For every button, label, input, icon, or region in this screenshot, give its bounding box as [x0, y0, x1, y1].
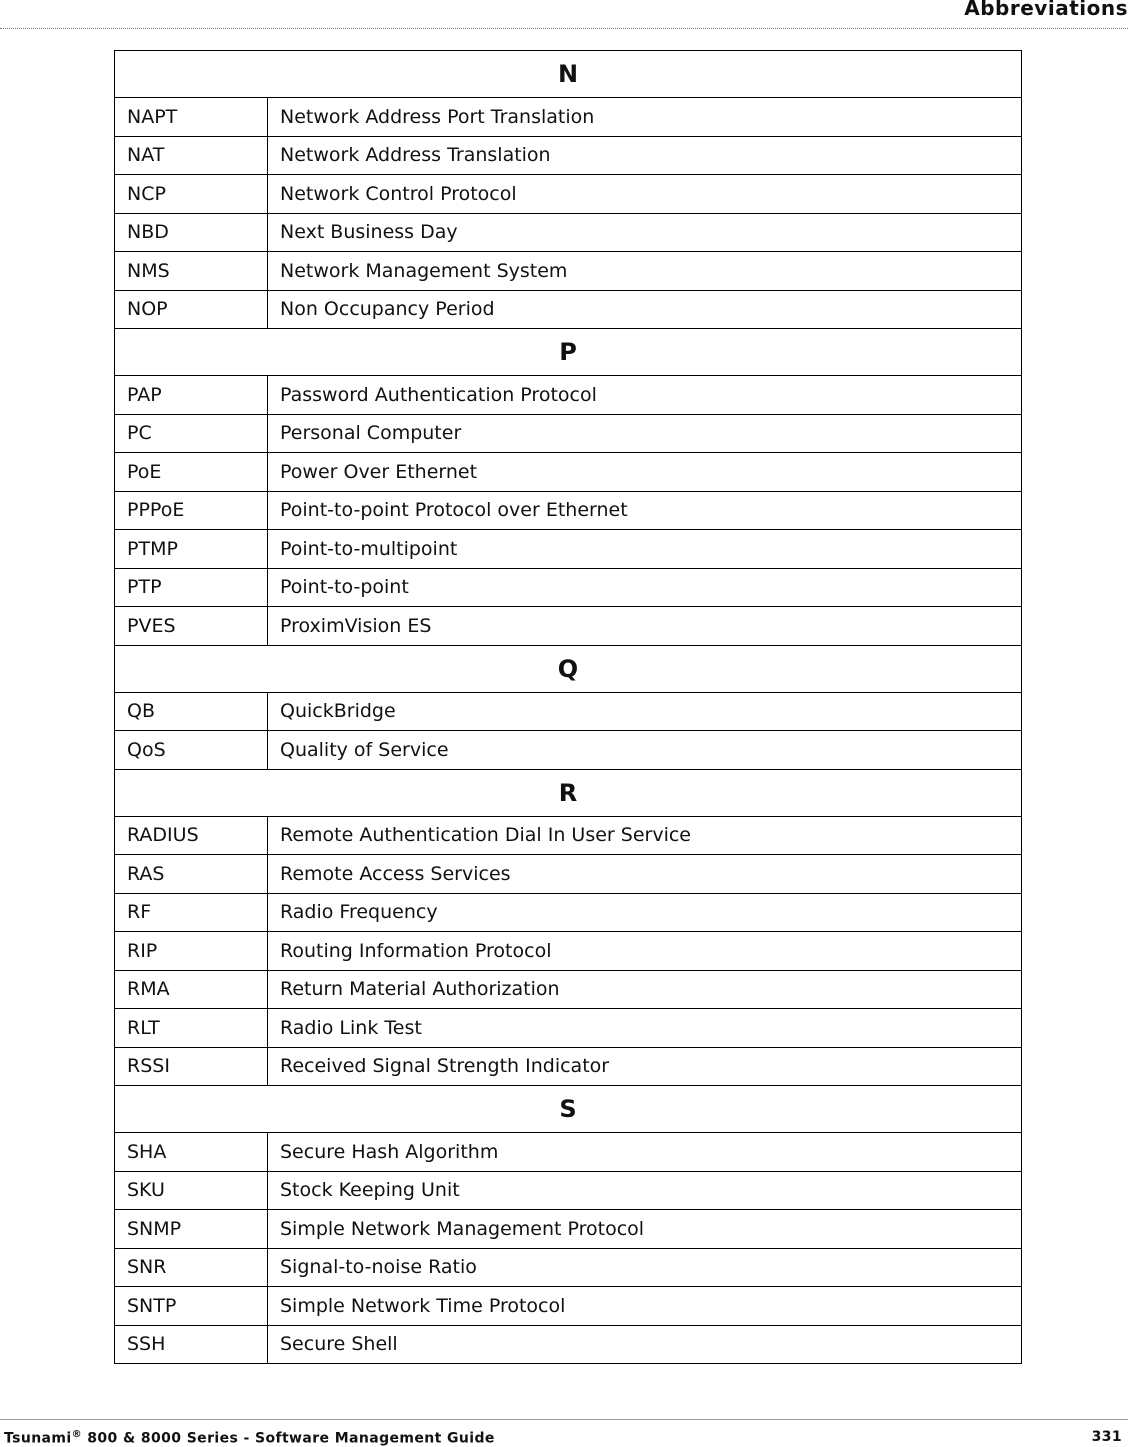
definition-cell: Non Occupancy Period — [268, 290, 1022, 329]
abbreviation-cell: RAS — [115, 855, 268, 894]
abbreviation-cell: RF — [115, 893, 268, 932]
table-row — [115, 1171, 1022, 1210]
abbreviation-cell: RLT — [115, 1009, 268, 1048]
definition-cell: QuickBridge — [268, 692, 1022, 731]
definition-cell: Password Authentication Protocol — [268, 376, 1022, 415]
table-row — [115, 893, 1022, 932]
table-row — [115, 1325, 1022, 1364]
definition-cell: Next Business Day — [268, 213, 1022, 252]
definition-cell: Personal Computer — [268, 414, 1022, 453]
abbreviation-cell: SNTP — [115, 1287, 268, 1326]
abbreviation-cell: NBD — [115, 213, 268, 252]
section-letter: S — [115, 1086, 1022, 1133]
definition-cell: ProximVision ES — [268, 607, 1022, 646]
page-number: 331 — [1091, 1429, 1122, 1445]
section-header-row — [115, 1086, 1022, 1133]
abbreviation-cell: PC — [115, 414, 268, 453]
abbreviation-cell: RSSI — [115, 1047, 268, 1086]
section-header-row — [115, 51, 1022, 98]
footer-product: Tsunami — [4, 1430, 72, 1447]
abbreviation-cell: QB — [115, 692, 268, 731]
definition-cell: Radio Link Test — [268, 1009, 1022, 1048]
abbreviation-cell: NAPT — [115, 98, 268, 137]
footer-subtitle: 800 & 8000 Series - Software Management Guide — [82, 1430, 495, 1447]
table-row — [115, 1287, 1022, 1326]
table-row — [115, 530, 1022, 569]
abbreviation-cell: SNR — [115, 1248, 268, 1287]
table-row — [115, 453, 1022, 492]
definition-cell: Simple Network Time Protocol — [268, 1287, 1022, 1326]
footer-title — [4, 1429, 495, 1447]
table-row — [115, 607, 1022, 646]
definition-cell: Point-to-multipoint — [268, 530, 1022, 569]
abbreviations-table — [114, 50, 1022, 1364]
table-row — [115, 855, 1022, 894]
definition-cell: Remote Authentication Dial In User Service — [268, 816, 1022, 855]
definition-cell: Point-to-point — [268, 568, 1022, 607]
section-letter: Q — [115, 645, 1022, 692]
table-row — [115, 568, 1022, 607]
abbreviation-cell: SSH — [115, 1325, 268, 1364]
table-row — [115, 1009, 1022, 1048]
table-row — [115, 252, 1022, 291]
table-row — [115, 491, 1022, 530]
abbreviation-cell: NMS — [115, 252, 268, 291]
abbreviations-table-body — [115, 51, 1022, 1364]
definition-cell: Quality of Service — [268, 731, 1022, 770]
abbreviation-cell: PVES — [115, 607, 268, 646]
registered-mark: ® — [71, 1429, 82, 1440]
abbreviation-cell: NCP — [115, 175, 268, 214]
abbreviation-cell: PPPoE — [115, 491, 268, 530]
section-header-row — [115, 769, 1022, 816]
table-row — [115, 213, 1022, 252]
definition-cell: Return Material Authorization — [268, 970, 1022, 1009]
table-row — [115, 1133, 1022, 1172]
table-row — [115, 175, 1022, 214]
table-row — [115, 731, 1022, 770]
definition-cell: Remote Access Services — [268, 855, 1022, 894]
abbreviation-cell: PTMP — [115, 530, 268, 569]
abbreviation-cell: SNMP — [115, 1210, 268, 1249]
table-row — [115, 98, 1022, 137]
table-row — [115, 414, 1022, 453]
abbreviation-cell: RMA — [115, 970, 268, 1009]
definition-cell: Network Management System — [268, 252, 1022, 291]
definition-cell: Power Over Ethernet — [268, 453, 1022, 492]
abbreviation-cell: SKU — [115, 1171, 268, 1210]
abbreviation-cell: RIP — [115, 932, 268, 971]
section-letter: R — [115, 769, 1022, 816]
table-row — [115, 136, 1022, 175]
section-letter: P — [115, 329, 1022, 376]
table-row — [115, 970, 1022, 1009]
table-row — [115, 816, 1022, 855]
definition-cell: Secure Shell — [268, 1325, 1022, 1364]
table-row — [115, 1210, 1022, 1249]
abbreviation-cell: PTP — [115, 568, 268, 607]
abbreviation-cell: QoS — [115, 731, 268, 770]
section-header-row — [115, 645, 1022, 692]
table-row — [115, 1248, 1022, 1287]
footer-divider — [0, 1419, 1128, 1420]
definition-cell: Stock Keeping Unit — [268, 1171, 1022, 1210]
definition-cell: Network Address Translation — [268, 136, 1022, 175]
header-divider — [0, 28, 1128, 29]
definition-cell: Network Address Port Translation — [268, 98, 1022, 137]
page-header-title: Abbreviations — [964, 0, 1128, 20]
definition-cell: Signal-to-noise Ratio — [268, 1248, 1022, 1287]
definition-cell: Routing Information Protocol — [268, 932, 1022, 971]
table-row — [115, 290, 1022, 329]
abbreviation-cell: NAT — [115, 136, 268, 175]
section-letter: N — [115, 51, 1022, 98]
definition-cell: Received Signal Strength Indicator — [268, 1047, 1022, 1086]
abbreviation-cell: SHA — [115, 1133, 268, 1172]
definition-cell: Secure Hash Algorithm — [268, 1133, 1022, 1172]
definition-cell: Point-to-point Protocol over Ethernet — [268, 491, 1022, 530]
definition-cell: Radio Frequency — [268, 893, 1022, 932]
abbreviation-cell: PoE — [115, 453, 268, 492]
abbreviation-cell: NOP — [115, 290, 268, 329]
definition-cell: Simple Network Management Protocol — [268, 1210, 1022, 1249]
section-header-row — [115, 329, 1022, 376]
table-row — [115, 376, 1022, 415]
table-row — [115, 932, 1022, 971]
abbreviation-cell: PAP — [115, 376, 268, 415]
table-row — [115, 692, 1022, 731]
table-row — [115, 1047, 1022, 1086]
definition-cell: Network Control Protocol — [268, 175, 1022, 214]
abbreviation-cell: RADIUS — [115, 816, 268, 855]
